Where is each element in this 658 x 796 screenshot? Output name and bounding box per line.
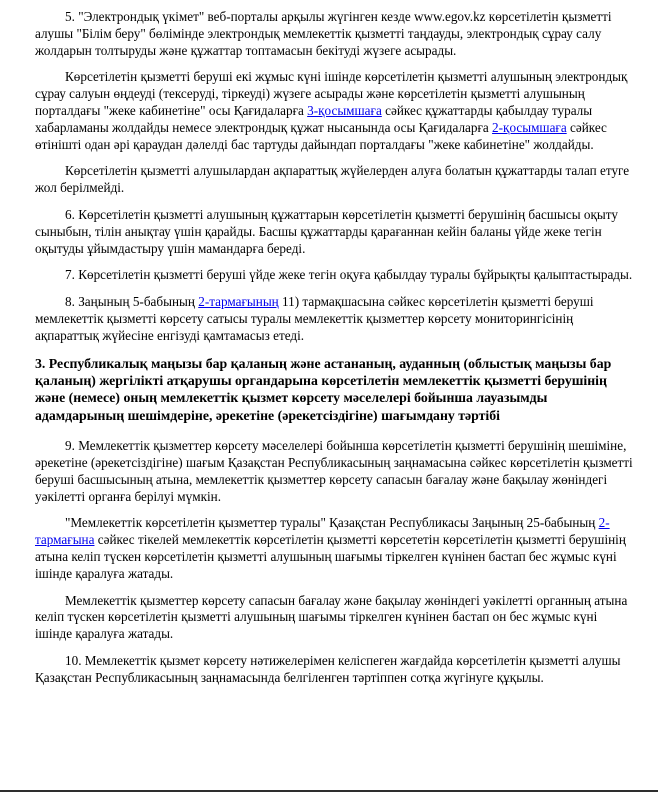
paragraph bbox=[35, 438, 634, 505]
text-run: 10. Мемлекеттік қызмет көрсету нәтижелерімен келіспеген жағдайда көрсетілетін қызметті алушы Қазақстан Республикасының заңнамасында белгіленген тәртіппен сотқа жүгінуге құқылы. bbox=[35, 652, 621, 685]
text-run: 9. Мемлекеттік қызметтер көрсету мәселелері бойынша көрсетілетін қызметті берушінің шешіміне, әрекетіне (әрекетсіздігіне) шағым Қазақстан Республикасының заңнамасына сәйкес көрсетілетін қызметті беруші басшысының атына, мемлекеттік қызметтер көрсету сапасын бағалау және бақылау жөніндегі уәкілетті органға берілуі мүмкін. bbox=[35, 438, 633, 504]
paragraph bbox=[35, 593, 634, 643]
document-link[interactable]: 3-қосымшаға bbox=[307, 102, 382, 118]
paragraph bbox=[35, 294, 634, 344]
document-link[interactable]: 2-тармағына bbox=[35, 515, 610, 548]
text-run: 8. Заңының 5-бабының bbox=[65, 294, 199, 310]
bottom-divider bbox=[0, 790, 658, 792]
paragraph bbox=[35, 267, 634, 284]
text-run: Көрсетілетін қызметті алушылардан ақпараттық жүйелерден алуға болатын құжаттарды талап етуге жол берілмейді. bbox=[35, 163, 630, 196]
section-heading bbox=[35, 355, 634, 425]
paragraph bbox=[35, 207, 634, 257]
document-link[interactable]: 2-қосымшаға bbox=[492, 119, 567, 135]
document-body bbox=[35, 9, 634, 687]
paragraph bbox=[35, 69, 634, 153]
paragraph bbox=[35, 653, 634, 687]
text-run: 3. Республикалық маңызы бар қаланың және астананың, ауданның (облыстық маңызы бар қаланың) жергілікті атқарушы органдарына көрсетілетін мемлекеттік қызметті берушінің және (немесе) оның мемлекеттік қызмет көрсету мәселелері бойынша лауазымды адамдарының шешімдеріне, әрекетіне (әрекетсіздігіне) шағымдану тәртібі bbox=[35, 355, 612, 423]
text-run: сәйкес тікелей мемлекеттік көрсетілетін қызметті көрсететін көрсетілетін қызметті берушінің атына келіп түскен көрсетілетін қызметті алушының шағымы тіркелген күнінен бастап бес жұмыс күні ішінде қаралуға жатады. bbox=[35, 532, 626, 581]
paragraph bbox=[35, 9, 634, 59]
text-run: 7. Көрсетілетін қызметті беруші үйде жеке тегін оқуға қабылдау туралы бұйрықты қалыптастырады. bbox=[65, 267, 633, 283]
text-run: Мемлекеттік қызметтер көрсету сапасын бағалау және бақылау жөніндегі уәкілетті органның атына келіп түскен көрсетілетін қызметті алушының шағымы тіркелген күнінен бастап он бес жұмыс күні ішінде қаралуға жатады. bbox=[35, 592, 628, 642]
paragraph bbox=[35, 163, 634, 197]
document-link[interactable]: 2-тармағының bbox=[198, 294, 279, 310]
text-run: "Мемлекеттік көрсетілетін қызметтер туралы" Қазақстан Республикасы Заңының 25-бабының bbox=[65, 515, 599, 531]
text-run: 6. Көрсетілетін қызметті алушының құжаттарын көрсетілетін қызметті берушінің басшысы оқыту сыныбын, тілін анықтау үшін қарайды. Басшы құжаттарды қарағаннан кейін баланы үйде жеке тегін оқытуды ұйымдастыру үшін мамандарға береді. bbox=[35, 206, 618, 256]
text-run: сәйкес өтінішті одан әрі қараудан дәлелді бас тартуды дайындап порталдағы "жеке кабинетіне" жолдайды. bbox=[35, 119, 607, 152]
text-run: Көрсетілетін қызметті беруші екі жұмыс күні ішінде көрсетілетін қызметті алушының электрондық сұрау салуын өңдеуді (тексеруді, тіркеуді) жүзеге асырады және көрсетілетін қызметті алушының порталдағы "жеке кабинетіне" осы Қағидаларға bbox=[35, 69, 628, 118]
text-run: 11) тармақшасына сәйкес көрсетілетін қызметті беруші мемлекеттік қызметті көрсету сатысы туралы мемлекеттік қызметтер көрсету мониторингісінің ақпараттық жүйесіне енгізуді қамтамасыз етеді. bbox=[35, 294, 594, 343]
paragraph bbox=[35, 515, 634, 582]
text-run: 5. "Электрондық үкімет" веб-порталы арқылы жүгінген кезде www.egov.kz көрсетілетін қызметті алушы "Білім беру" бөлімінде электрондық мемлекеттік қызметті таңдауды, электрондық сұрау салу жолдарын толтыруды және құжаттар топтамасын бекітуді жүзеге асырады. bbox=[35, 9, 612, 58]
text-run: сәйкес құжаттарды қабылдау туралы хабарламаны жолдайды немесе электрондық құжат нысанында осы Қағидаларға bbox=[35, 102, 593, 135]
